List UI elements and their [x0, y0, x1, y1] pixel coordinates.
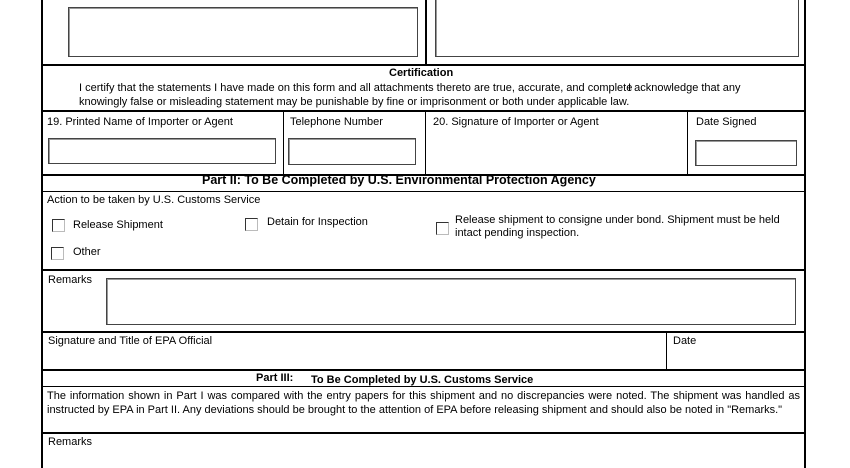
- part3-title: To Be Completed by U.S. Customs Service: [311, 374, 534, 386]
- other-checkbox[interactable]: [51, 247, 64, 260]
- part3-remarks-label: Remarks: [48, 436, 93, 448]
- top-divider: [425, 0, 427, 64]
- release-shipment-label: Release Shipment: [73, 219, 163, 231]
- certification-text-line1: I certify that the statements I have made on this form and all attachments thereto are true, accurate, and complete: [79, 82, 633, 94]
- separator-part3-remarks: [41, 432, 806, 434]
- detain-inspection-checkbox[interactable]: [245, 218, 258, 231]
- separator-epa-signature: [41, 331, 806, 333]
- divider-epa-date: [666, 332, 667, 370]
- separator-remarks: [41, 269, 806, 271]
- divider-telephone: [283, 111, 284, 174]
- separator-signature-row: [41, 110, 806, 112]
- form-right-border: [804, 0, 806, 468]
- action-label: Action to be taken by U.S. Customs Service: [47, 194, 261, 206]
- top-right-field[interactable]: [435, 0, 799, 57]
- certification-text-line1b: I acknowledge that any: [628, 82, 741, 94]
- release-shipment-checkbox[interactable]: [52, 219, 65, 232]
- printed-name-input[interactable]: [48, 138, 276, 164]
- release-bond-label-line2: intact pending inspection.: [455, 227, 580, 239]
- epa-date-label: Date: [673, 335, 697, 347]
- separator-part2-title: [41, 191, 806, 192]
- telephone-input[interactable]: [288, 138, 416, 165]
- release-bond-label-line1: Release shipment to consigne under bond. Shipment must be held: [455, 214, 780, 226]
- divider-date-signed: [687, 111, 688, 174]
- part3-label: Part III:: [256, 372, 294, 384]
- certification-title: Certification: [389, 67, 454, 79]
- separator-part3: [41, 369, 806, 371]
- release-bond-checkbox[interactable]: [436, 222, 449, 235]
- separator-part3-title: [41, 386, 806, 387]
- top-left-field[interactable]: [68, 7, 418, 57]
- certification-text-line2: knowingly false or misleading statement may be punishable by fine or imprisonment or both under applicable law.: [79, 96, 630, 108]
- signature-label: 20. Signature of Importer or Agent: [433, 116, 599, 128]
- separator-certification: [41, 64, 806, 66]
- telephone-label: Telephone Number: [290, 116, 383, 128]
- divider-signature: [425, 111, 426, 174]
- form-left-border: [41, 0, 43, 468]
- remarks-label: Remarks: [48, 274, 93, 286]
- detain-inspection-label: Detain for Inspection: [267, 216, 368, 228]
- epa-signature-label: Signature and Title of EPA Official: [48, 335, 213, 347]
- other-label: Other: [73, 246, 101, 258]
- printed-name-label: 19. Printed Name of Importer or Agent: [47, 116, 233, 128]
- date-signed-input[interactable]: [695, 140, 797, 166]
- part2-title: Part II: To Be Completed by U.S. Environmental Protection Agency: [202, 173, 596, 187]
- remarks-input[interactable]: [106, 278, 796, 325]
- part3-text: The information shown in Part I was compared with the entry papers for this shipment and no discrepancies were noted. The shipment was handled as instructed by EPA in Part II. Any deviations should be brought to the attention of EPA before releasing shipment and should also be noted in "Remarks.": [47, 390, 800, 416]
- date-signed-label: Date Signed: [696, 116, 757, 128]
